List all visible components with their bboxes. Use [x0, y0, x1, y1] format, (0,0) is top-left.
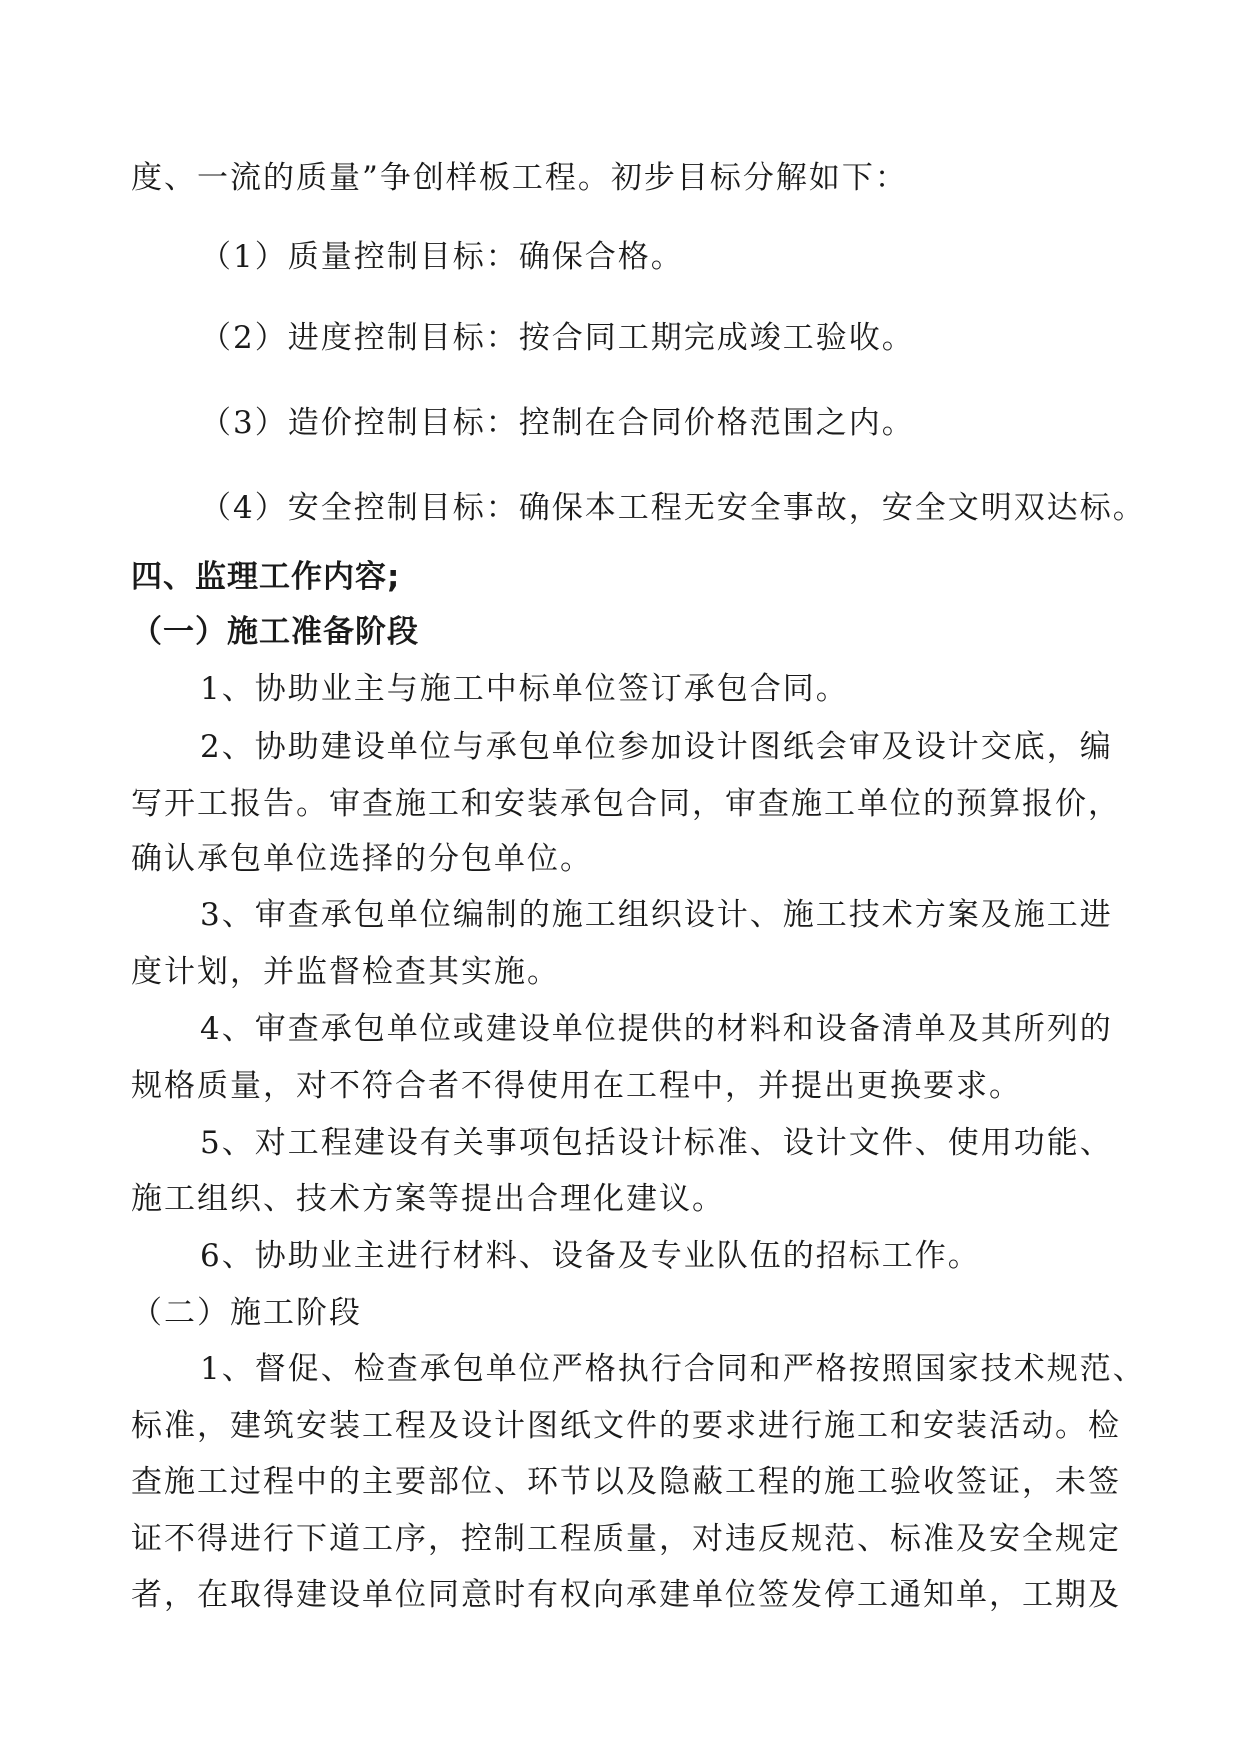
text-line-construction-item-1-cont: 者，在取得建设单位同意时有权向承建单位签发停工通知单，工期及 [131, 1577, 1121, 1613]
section-heading-supervision-content: 四、监理工作内容; [131, 559, 401, 595]
text-line-prep-item-1: 1、协助业主与施工中标单位签订承包合同。 [200, 671, 849, 707]
text-line-prep-item-6: 6、协助业主进行材料、设备及专业队伍的招标工作。 [200, 1238, 981, 1274]
text-line-prep-item-5: 5、对工程建设有关事项包括设计标准、设计文件、使用功能、 [200, 1125, 1113, 1161]
text-line-construction-item-1-cont: 证不得进行下道工序，控制工程质量，对违反规范、标准及安全规定 [131, 1521, 1121, 1557]
text-line-prep-item-2: 2、协助建设单位与承包单位参加设计图纸会审及设计交底，编 [200, 729, 1113, 765]
text-line-prep-item-4-cont: 规格质量，对不符合者不得使用在工程中，并提出更换要求。 [131, 1068, 1022, 1104]
text-line-prep-item-2-cont: 写开工报告。审查施工和安装承包合同，审查施工单位的预算报价， [131, 786, 1121, 822]
text-line-construction-item-1-cont: 标准，建筑安装工程及设计图纸文件的要求进行施工和安装活动。检 [131, 1408, 1121, 1444]
text-line-prep-item-4: 4、审查承包单位或建设单位提供的材料和设备清单及其所列的 [200, 1011, 1113, 1047]
text-line-goal-intro: 度、一流的质量”争创样板工程。初步目标分解如下： [131, 160, 908, 196]
text-line-cost-goal: （3）造价控制目标：控制在合同价格范围之内。 [200, 405, 915, 441]
subsection-heading-construction: （二）施工阶段 [131, 1295, 362, 1331]
text-line-prep-item-3-cont: 度计划，并监督检查其实施。 [131, 954, 560, 990]
text-line-schedule-goal: （2）进度控制目标：按合同工期完成竣工验收。 [200, 320, 915, 356]
text-line-construction-item-1-cont: 查施工过程中的主要部位、环节以及隐蔽工程的施工验收签证，未签 [131, 1464, 1121, 1500]
text-line-safety-goal: （4）安全控制目标：确保本工程无安全事故，安全文明双达标。 [200, 490, 1146, 526]
text-line-prep-item-3: 3、审查承包单位编制的施工组织设计、施工技术方案及施工进 [200, 897, 1113, 933]
text-line-prep-item-5-cont: 施工组织、技术方案等提出合理化建议。 [131, 1181, 725, 1217]
text-line-construction-item-1: 1、督促、检查承包单位严格执行合同和严格按照国家技术规范、 [200, 1351, 1146, 1387]
text-line-quality-goal: （1）质量控制目标：确保合格。 [200, 239, 684, 275]
text-line-prep-item-2-cont: 确认承包单位选择的分包单位。 [131, 841, 593, 877]
subsection-heading-preparation: （一）施工准备阶段 [131, 614, 419, 650]
